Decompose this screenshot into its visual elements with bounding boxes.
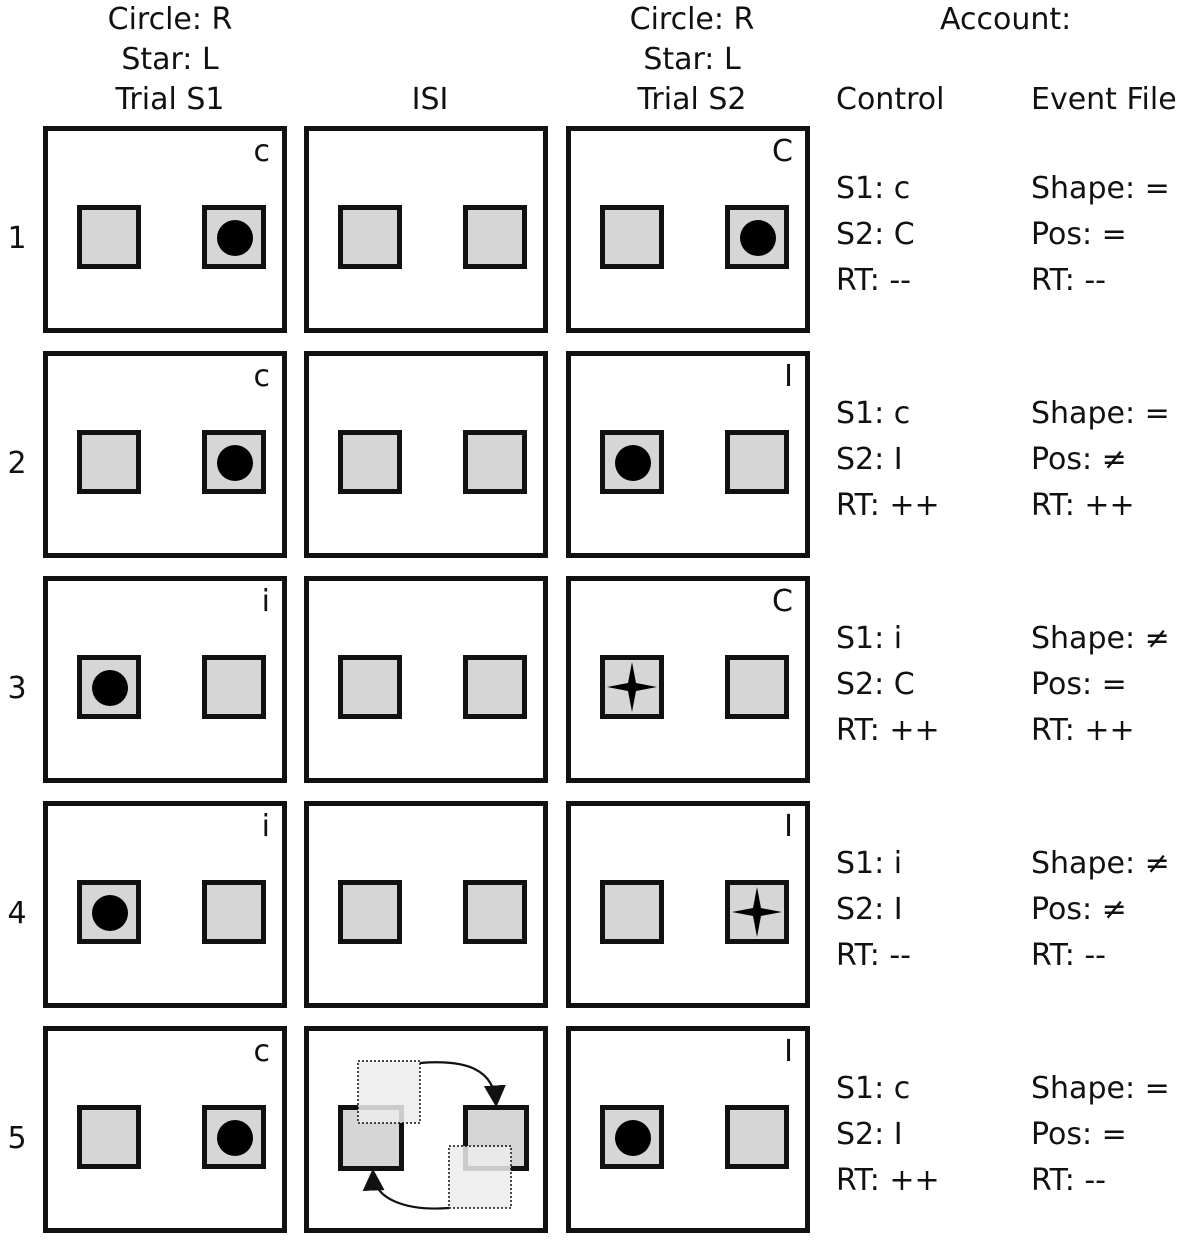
circle-stimulus-icon — [740, 220, 776, 256]
placeholder-box-right — [725, 430, 789, 494]
event-file-account — [1031, 391, 1170, 529]
control-line: S2: I — [836, 892, 903, 927]
row-number: 1 — [7, 221, 27, 256]
control-line: S2: C — [836, 667, 915, 702]
panel-trial-s1 — [43, 126, 287, 333]
congruency-label: c — [253, 1034, 270, 1069]
placeholder-box-left — [77, 1105, 141, 1169]
panel-trial-s1 — [43, 351, 287, 558]
panel-trial-s2 — [566, 351, 810, 558]
event-file-account — [1031, 841, 1170, 979]
event-file-line: RT: -- — [1031, 263, 1106, 298]
placeholder-box-right — [725, 205, 789, 269]
header-isi-label: ISI — [411, 82, 449, 117]
placeholder-box-left — [600, 655, 664, 719]
placeholder-box-left — [600, 1105, 664, 1169]
header-event-file: Event File — [1031, 82, 1177, 117]
congruency-label: I — [784, 809, 793, 844]
control-account — [836, 166, 915, 304]
event-file-account — [1031, 166, 1170, 304]
control-line: S1: c — [836, 171, 911, 206]
congruency-label: c — [253, 359, 270, 394]
placeholder-box-right — [463, 430, 527, 494]
congruency-label: I — [784, 359, 793, 394]
event-file-line: RT: ++ — [1031, 713, 1135, 748]
control-line: S1: i — [836, 621, 903, 656]
placeholder-box-left — [338, 655, 402, 719]
placeholder-box-right — [463, 205, 527, 269]
panel-trial-s1 — [43, 1026, 287, 1233]
placeholder-box-right — [202, 1105, 266, 1169]
placeholder-box-right — [463, 880, 527, 944]
control-account — [836, 616, 940, 754]
header-trial-s1-line1: Circle: R — [107, 2, 233, 37]
placeholder-box-left — [600, 430, 664, 494]
row-number: 5 — [7, 1121, 27, 1156]
circle-stimulus-icon — [92, 895, 128, 931]
header-trial-s2 — [567, 0, 817, 120]
panel-isi — [304, 801, 548, 1008]
event-file-account — [1031, 616, 1170, 754]
event-file-line: Pos: = — [1031, 1117, 1127, 1152]
placeholder-box-left — [77, 655, 141, 719]
panel-trial-s1 — [43, 801, 287, 1008]
placeholder-box-right — [202, 655, 266, 719]
event-file-line: Pos: ≠ — [1031, 442, 1127, 477]
circle-stimulus-icon — [217, 220, 253, 256]
control-line: S1: c — [836, 396, 911, 431]
placeholder-box-left — [77, 205, 141, 269]
congruency-label: i — [261, 809, 270, 844]
panel-trial-s2 — [566, 126, 810, 333]
placeholder-box-right — [725, 880, 789, 944]
event-file-line: Pos: = — [1031, 667, 1127, 702]
header-trial-s1-line3: Trial S1 — [115, 82, 225, 117]
header-control: Control — [836, 82, 945, 117]
header-isi — [305, 80, 555, 120]
placeholder-box-left — [600, 880, 664, 944]
event-file-line: RT: ++ — [1031, 488, 1135, 523]
control-line: S1: c — [836, 1071, 911, 1106]
placeholder-box-right — [202, 880, 266, 944]
header-account: Account: — [940, 2, 1072, 37]
header-trial-s1 — [45, 0, 295, 120]
panel-trial-s2 — [566, 576, 810, 783]
event-file-line: Shape: = — [1031, 171, 1170, 206]
panel-isi — [304, 1026, 548, 1233]
header-trial-s2-line1: Circle: R — [629, 2, 755, 37]
control-account — [836, 841, 911, 979]
star-stimulus-icon — [605, 660, 659, 714]
placeholder-box-right — [202, 205, 266, 269]
circle-stimulus-icon — [615, 1120, 651, 1156]
row-number: 2 — [7, 446, 27, 481]
placeholder-box-left — [77, 430, 141, 494]
panel-isi — [304, 576, 548, 783]
congruency-label: I — [784, 1034, 793, 1069]
congruency-label: C — [772, 584, 793, 619]
congruency-label: C — [772, 134, 793, 169]
event-file-line: RT: -- — [1031, 1163, 1106, 1198]
event-file-line: RT: -- — [1031, 938, 1106, 973]
control-account — [836, 391, 940, 529]
header-trial-s1-line2: Star: L — [121, 42, 219, 77]
placeholder-box-right — [725, 1105, 789, 1169]
star-stimulus-icon — [730, 885, 784, 939]
row-number: 3 — [7, 671, 27, 706]
panel-isi — [304, 126, 548, 333]
event-file-line: Shape: = — [1031, 396, 1170, 431]
event-file-account — [1031, 1066, 1170, 1204]
control-line: RT: -- — [836, 938, 911, 973]
placeholder-box-left — [77, 880, 141, 944]
panel-trial-s1 — [43, 576, 287, 783]
control-line: RT: ++ — [836, 713, 940, 748]
header-trial-s2-line2: Star: L — [643, 42, 741, 77]
control-line: S1: i — [836, 846, 903, 881]
control-line: S2: I — [836, 442, 903, 477]
control-line: RT: ++ — [836, 488, 940, 523]
row-number: 4 — [7, 896, 27, 931]
control-account — [836, 1066, 940, 1204]
event-file-line: Pos: = — [1031, 217, 1127, 252]
placeholder-box-left — [338, 205, 402, 269]
control-line: S2: C — [836, 217, 915, 252]
event-file-line: Shape: ≠ — [1031, 846, 1170, 881]
event-file-line: Pos: ≠ — [1031, 892, 1127, 927]
placeholder-box-left — [600, 205, 664, 269]
header-trial-s2-line3: Trial S2 — [637, 82, 747, 117]
event-file-line: Shape: ≠ — [1031, 621, 1170, 656]
event-file-line: Shape: = — [1031, 1071, 1170, 1106]
placeholder-box-right — [463, 655, 527, 719]
placeholder-box-left — [338, 430, 402, 494]
circle-stimulus-icon — [217, 1120, 253, 1156]
circle-stimulus-icon — [92, 670, 128, 706]
placeholder-box-left — [338, 880, 402, 944]
congruency-label: c — [253, 134, 270, 169]
circle-stimulus-icon — [217, 445, 253, 481]
placeholder-box-right — [725, 655, 789, 719]
placeholder-box-right — [202, 430, 266, 494]
control-line: S2: I — [836, 1117, 903, 1152]
control-line: RT: -- — [836, 263, 911, 298]
panel-trial-s2 — [566, 801, 810, 1008]
panel-trial-s2 — [566, 1026, 810, 1233]
panel-isi — [304, 351, 548, 558]
congruency-label: i — [261, 584, 270, 619]
control-line: RT: ++ — [836, 1163, 940, 1198]
circle-stimulus-icon — [615, 445, 651, 481]
position-swap-diagram — [309, 1031, 543, 1228]
